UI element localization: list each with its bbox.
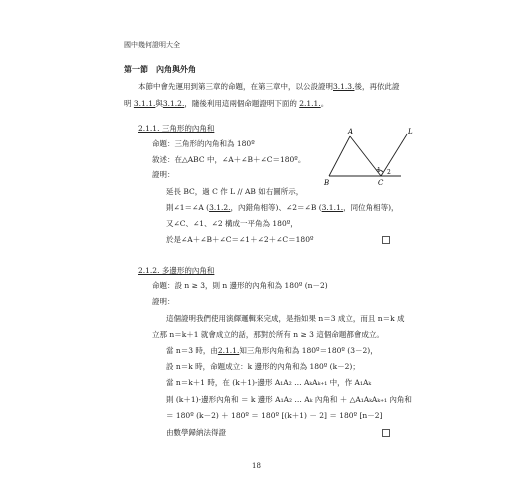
side-ab (329, 136, 350, 176)
proof-text: 知三角形內角和為 180º＝180º (3－2)， (239, 346, 378, 355)
proof-hypothesis: 設 n＝k 時，命題成立：k 邊形的內角和為 180º (k－2)； (166, 362, 360, 371)
proof-conclusion: 由數學歸納法得證 (166, 428, 226, 437)
vertex-a-label: A (348, 128, 354, 136)
statement-2-1-1: 敘述：在△ABC 中，∠A＋∠B＋∠C＝180º。 (152, 155, 306, 164)
ref-2-1-1: 2.1.1. (217, 346, 240, 355)
intro-text: 明 (124, 99, 132, 108)
page-number: 18 (252, 462, 261, 470)
proof-step-3: 又∠C、∠1、∠2 構成一平角為 180º， (166, 219, 298, 228)
ref-3-1-1: 3.1.1. (133, 99, 156, 108)
proof-text: ，內錯角相等)、∠2＝∠B ( (230, 203, 322, 212)
intro-text: 本節中會先運用到第三章的命題，在第三章中，以公設證明 (138, 82, 333, 91)
proposition-2-1-1: 命題：三角形的內角和為 180º (152, 139, 255, 148)
ref-3-1-2: 3.1.2. (162, 99, 185, 108)
proof-result-line: ＝ 180º (k－2) ＋ 180º ＝ 180º [(k＋1) － 2] ＝ 180º [n－2] (166, 411, 383, 420)
proof-label: 證明： (152, 170, 175, 179)
ref-2-1-1: 2.1.1. (299, 99, 321, 108)
proof-step-2 (166, 203, 399, 213)
line-l-label: L (408, 128, 413, 136)
proof-sum-line: 則 (k＋1)-邊形內角和 ＝ k 邊形 A₁A₂ … Aₖ 內角和 ＋ △A₁AₖAₖ₊₁ 內角和 (166, 395, 412, 404)
ref-3-1-3: 3.1.3. (333, 82, 355, 91)
proof-step-4: 於是∠A＋∠B＋∠C＝∠1＋∠2＋∠C＝180º (166, 235, 314, 244)
section-title: 第一節 內角與外角 (124, 64, 196, 74)
proof-text: 則∠1＝∠A ( (166, 203, 210, 212)
intro-line-2 (124, 99, 328, 109)
qed-box (382, 429, 390, 437)
vertex-b-label: B (324, 179, 330, 187)
proof-label: 證明： (152, 297, 175, 306)
proof-para-2: 立那 n＝k＋1 就會成立的話，那對於所有 n ≥ 3 這個命題都會成立。 (152, 330, 384, 339)
subsection-2-1-2-title: 2.1.2. 多邊形的內角和 (138, 266, 215, 275)
proof-para-1: 這個證明我們使用演繹邏輯來完成，是指如果 n＝3 成立，而且 n＝k 成 (166, 314, 405, 323)
proof-step-1: 延長 BC，過 C 作 L // AB 如右圖所示， (166, 187, 304, 196)
angle-1-label: 1 (377, 167, 381, 174)
proof-text: ，同位角相等)， (343, 203, 399, 212)
angle-2-label: 2 (387, 169, 391, 176)
running-header: 國中幾何證明大全 (124, 41, 180, 49)
intro-text: ，隨後利用這兩個命題證明下面的 (184, 99, 297, 108)
ref-3-1-2: 3.1.2. (209, 203, 231, 212)
proof-induction-step: 當 n＝k＋1 時，在 (k＋1)-邊形 A₁A₂ … AₖAₖ₊₁ 中，作 A₁Aₖ (166, 378, 372, 387)
qed-box (382, 236, 390, 244)
subsection-2-1-1-title: 2.1.1. 三角形的內角和 (138, 124, 215, 133)
proposition-2-1-2: 命題：設 n ≥ 3，則 n 邊形的內角和為 180º (n－2) (152, 281, 328, 290)
intro-text: 與 (155, 99, 163, 108)
ref-3-1-1: 3.1.1. (321, 203, 344, 212)
vertex-c-label: C (378, 179, 384, 187)
triangle-figure (315, 126, 425, 190)
intro-line-1 (138, 82, 399, 92)
proof-text: 當 n＝3 時，由 (166, 346, 218, 355)
intro-text: 後，再依此證 (354, 82, 400, 91)
line-l (381, 134, 407, 176)
proof-base-case (166, 346, 378, 356)
intro-text: 。 (320, 99, 329, 108)
